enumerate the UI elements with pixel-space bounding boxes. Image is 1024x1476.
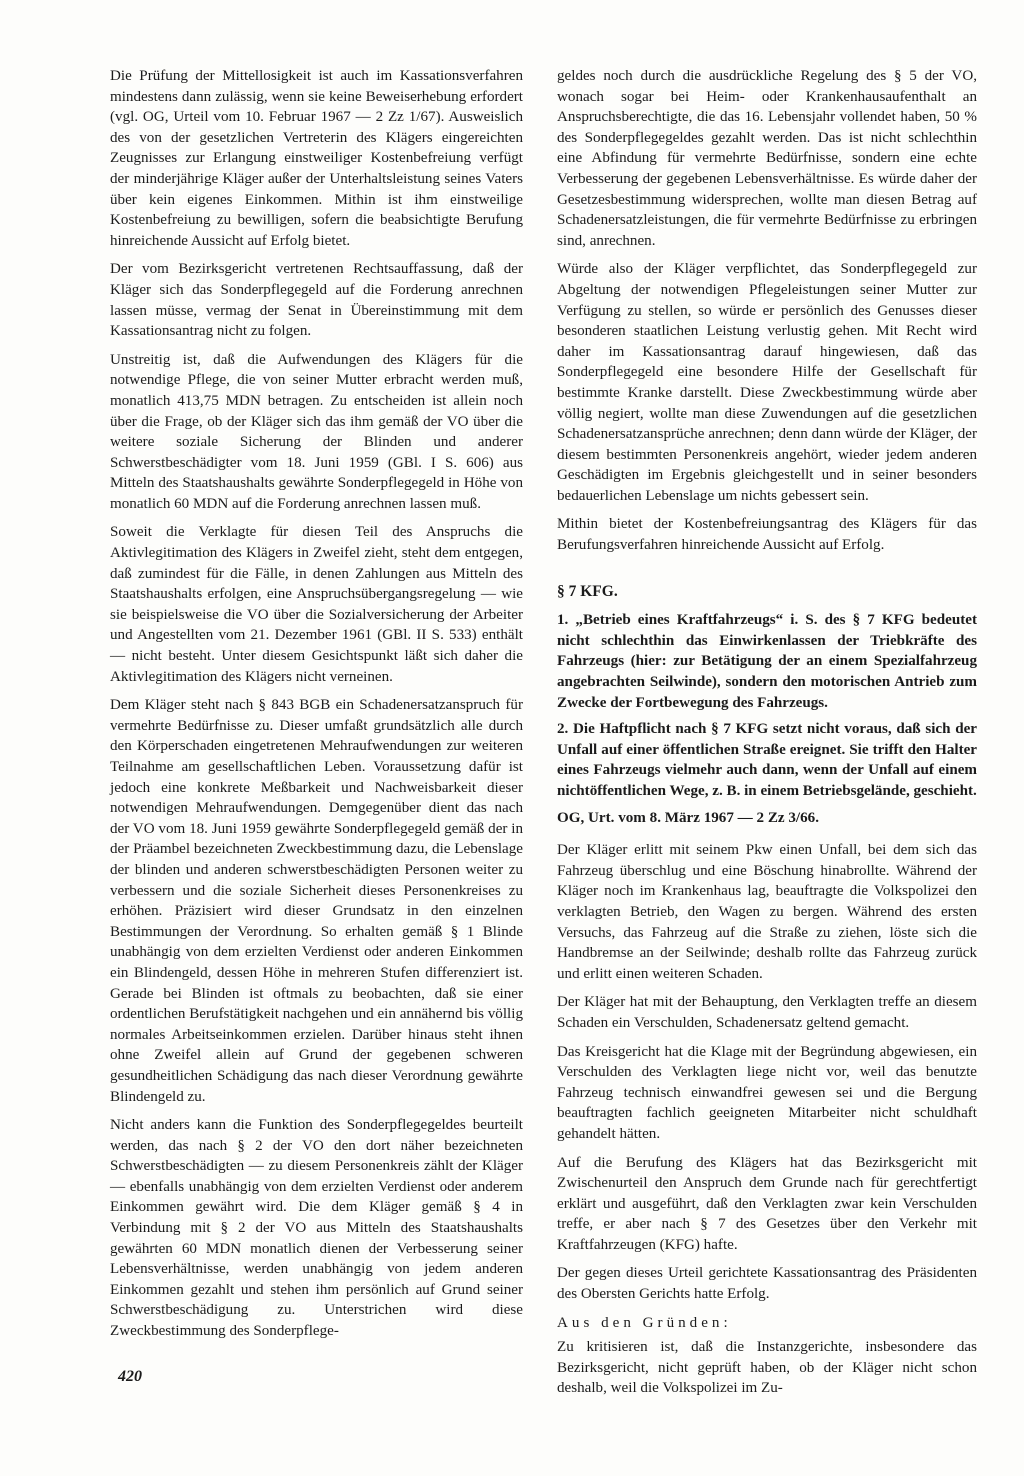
right-column bbox=[557, 66, 977, 1407]
paragraph: Die Prüfung der Mittellosigkeit ist auch im Kassationsverfahren mindestens dann zulässig, wenn sie keine Beweiserhebung erfordert (vgl. OG, Urteil vom 10. Februar 1967 — 2 Zz 1/67). Ausweislich des von der gesetzlichen Vertreterin des Klägers eingereichten Zeugnisses zur Erlangung einstweiliger Kostenbefreiung verfügt der minderjährige Kläger außer der Unterhaltsleistung seines Vaters über kein eigenes Einkommen. Mithin ist ihm einstweilige Kostenbefreiung zu bewilligen, sofern die beabsichtigte Berufung hinreichende Aussicht auf Erfolg bietet. bbox=[110, 68, 523, 249]
page-number: 420 bbox=[118, 1368, 142, 1385]
paragraph: Würde also der Kläger verpflichtet, das Sonderpflegegeld zur Abgeltung der notwendigen Pflegeleistungen seiner Mutter zur Verfügung zu stellen, so würde er persönlich des Genusses dieser besonderen staatlichen Leistung verlustig gehen. Mit Recht wird daher im Kassationsantrag darauf hingewiesen, daß das Sonderpflegegeld eine besondere Hilfe der Gesellschaft für bestimmte Kranke darstellt. Diese Zweckbestimmung würde aber völlig negiert, wollte man diese Zuwendungen auf die gesetzlichen Schadenersatzansprüche anrechnen; denn dann würde der Kläger, der diesem bestimmten Personenkreis angehört, wieder jedem anderen Geschädigten im Ergebnis gleichgestellt und in seiner besonders bedauerlichen Lebenslage um nichts gebessert sein. bbox=[557, 261, 977, 504]
section-subheading: Aus den Gründen: bbox=[557, 1314, 732, 1331]
paragraph: Der vom Bezirksgericht vertretenen Rechtsauffassung, daß der Kläger sich das Sonderpflegegeld auf die Forderung anrechnen lassen müsse, vermag der Senat in Übereinstimmung mit dem Kassationsantrag nicht zu folgen. bbox=[110, 261, 523, 340]
paragraph: geldes noch durch die ausdrückliche Regelung des § 5 der VO, wonach sogar bei Heim- oder Krankenhausaufenthalt an Anspruchsberechtigte, die das 16. Lebensjahr vollendet haben, 50 % des Sonderpflegegeldes gezahlt werden. Das ist nicht schlechthin eine Abfindung für vermehrte Bedürfnisse, sondern eine echte Verbesserung der gegebenen Lebensverhältnisse. Es würde daher der Gesetzesbestimmung widersprechen, wollte man diesen Betrag auf Schadenersatzleistungen, die für vermehrte Bedürfnisse zu erbringen sind, anrechnen. bbox=[557, 68, 977, 249]
paragraph: Nicht anders kann die Funktion des Sonderpflegegeldes beurteilt werden, das nach § 2 der VO den dort näher bezeichneten Schwerstbeschädigten — zu diesem Personenkreis zählt der Kläger — ebenfalls unabhängig von dem erzielten Verdienst oder anderem Einkommen gewährt wird. Die dem Kläger gemäß § 4 in Verbindung mit § 2 der VO aus Mitteln des Staatshaushalts gewährten 60 MDN monatlich dienen der Verbesserung seiner Lebensverhältnisse, werden unabhängig von jedem anderen Einkommen gezahlt und stehen ihm persönlich auf Grund seiner Schwerstbeschädigung zu. Unterstrichen wird diese Zweckbestimmung des Sonderpflege- bbox=[110, 1117, 523, 1340]
paragraph: Zu kritisieren ist, daß die Instanzgerichte, insbesondere das Bezirksgericht, nicht geprüft haben, ob der Kläger nicht schon deshalb, weil die Volkspolizei im Zu- bbox=[557, 1339, 977, 1397]
headnote-1: 1. „Betrieb eines Kraftfahrzeugs“ i. S. des § 7 KFG bedeutet nicht schlechthin das Einwirkenlassen der Triebkräfte des Fahrzeugs (hier: zur Betätigung der an einem Spezialfahrzeug angebrachten Seilwinde), sondern den motorischen Antrieb zum Zwecke der Fortbewegung des Fahrzeugs. bbox=[557, 612, 977, 711]
paragraph: Unstreitig ist, daß die Aufwendungen des Klägers für die notwendige Pflege, die von seiner Mutter erbracht werden muß, monatlich 413,75 MDN betragen. Zu entscheiden ist allein noch über die Frage, ob der Kläger sich das ihm gemäß der VO über die weitere soziale Sicherung der Blinden und anderer Schwerstbeschädigter vom 18. Juni 1959 (GBl. I S. 606) aus Mitteln des Staatshaushalts gewährte Sonderpflegegeld in Höhe von monatlich 60 MDN auf die Forderung anrechnen lassen muß. bbox=[110, 351, 523, 512]
case-citation: OG, Urt. vom 8. März 1967 — 2 Zz 3/66. bbox=[557, 809, 819, 826]
paragraph: Soweit die Verklagte für diesen Teil des Anspruchs die Aktivlegitimation des Klägers in Zweifel zieht, steht dem entgegen, daß zumindest für die Fälle, in denen Zahlungen aus Mitteln des Staatshaushalts erfolgen, eine Anspruchsübergangsregelung — wie sie beispielsweise die VO über die Sozialversicherung der Arbeiter und Angestellten vom 21. Dezember 1961 (GBl. II S. 533) enthält — nicht besteht. Unter diesem Gesichtspunkt läßt sich daher die Aktivlegitimation des Klägers nicht verneinen. bbox=[110, 524, 523, 685]
headnote-2: 2. Die Haftpflicht nach § 7 KFG setzt nicht voraus, daß sich der Unfall auf einer öffentlichen Straße ereignet. Sie trifft den Halter eines Fahrzeugs vielmehr auch dann, wenn der Unfall auf einem nichtöffentlichen Wege, z. B. in einem Betriebsgelände, geschieht. bbox=[557, 721, 977, 799]
paragraph: Dem Kläger steht nach § 843 BGB ein Schadenersatzanspruch für vermehrte Bedürfnisse zu. Dieser umfaßt grundsätzlich alle durch den Körperschaden eingetretenen Mehraufwendungen zur weiteren Teilnahme am gesellschaftlichen Leben. Voraussetzung dafür ist jedoch eine konkrete Meßbarkeit und Nachweisbarkeit dieser notwendigen Mehraufwendungen. Demgegenüber dient das nach der VO vom 18. Juni 1959 gewährte Sonderpflegegeld gemäß der in der Präambel bezeichneten Zweckbestimmung dazu, die Lebenslage der blinden und anderen schwerstbeschädigten Personen weiter zu verbessern und die soziale Sicherheit dieses Personenkreises zu erhöhen. Präzisiert wird dieser Grundsatz in den einzelnen Bestimmungen der Verordnung. So erhalten gemäß § 1 Blinde unabhängig von dem erzielten Verdienst oder anderen Einkommen ein Blindengeld, dessen Höhe in mehreren Stufen differenziert ist. Gerade bei Blinden ist oftmals zu beobachten, daß sie einer ordentlichen Berufstätigkeit nachgehen und ein annähernd bis völlig normales Arbeitseinkommen erzielen. Darüber hinaus steht ihnen ohne Zweifel allein auf Grund der gegebenen schweren gesundheitlichen Schädigung das nach dieser Verordnung gewährte Blindengeld zu. bbox=[110, 697, 523, 1105]
paragraph: Auf die Berufung des Klägers hat das Bezirksgericht mit Zwischenurteil den Anspruch dem Grunde nach für gerechtfertigt erklärt und ausgeführt, daß den Verklagten zwar kein Verschulden treffe, er aber nach § 7 des Gesetzes über den Verkehr mit Kraftfahrzeugen (KFG) hafte. bbox=[557, 1154, 977, 1253]
paragraph: Der gegen dieses Urteil gerichtete Kassationsantrag des Präsidenten des Obersten Gerichts hatte Erfolg. bbox=[557, 1265, 977, 1303]
paragraph: Der Kläger erlitt mit seinem Pkw einen Unfall, bei dem sich das Fahrzeug überschlug und eine Böschung hinabrollte. Während der Kläger noch im Krankenhaus lag, beauftragte die Volkspolizei den verklagten Betrieb, den Wagen zu bergen. Während des ersten Versuchs, das Fahrzeug auf die Straße zu ziehen, löste sich die Handbremse an der Seilwinde; deshalb rollte das Fahrzeug zurück und erlitt einen weiteren Schaden. bbox=[557, 842, 977, 982]
paragraph: Das Kreisgericht hat die Klage mit der Begründung abgewiesen, ein Verschulden des Verklagten liege nicht vor, weil das benutzte Fahrzeug technisch einwandfrei gewesen sei und die Bergung beauftragten fachlich geeigneten Mitarbeiter nicht schuldhaft gehandelt hätten. bbox=[557, 1043, 977, 1142]
left-column bbox=[110, 66, 523, 1350]
section-heading: § 7 KFG. bbox=[557, 582, 618, 600]
paragraph: Der Kläger hat mit der Behauptung, den Verklagten treffe an diesem Schaden ein Verschulden, Schadenersatz geltend gemacht. bbox=[557, 994, 977, 1031]
paragraph: Mithin bietet der Kostenbefreiungsantrag des Klägers für das Berufungsverfahren hinreichende Aussicht auf Erfolg. bbox=[557, 516, 977, 554]
